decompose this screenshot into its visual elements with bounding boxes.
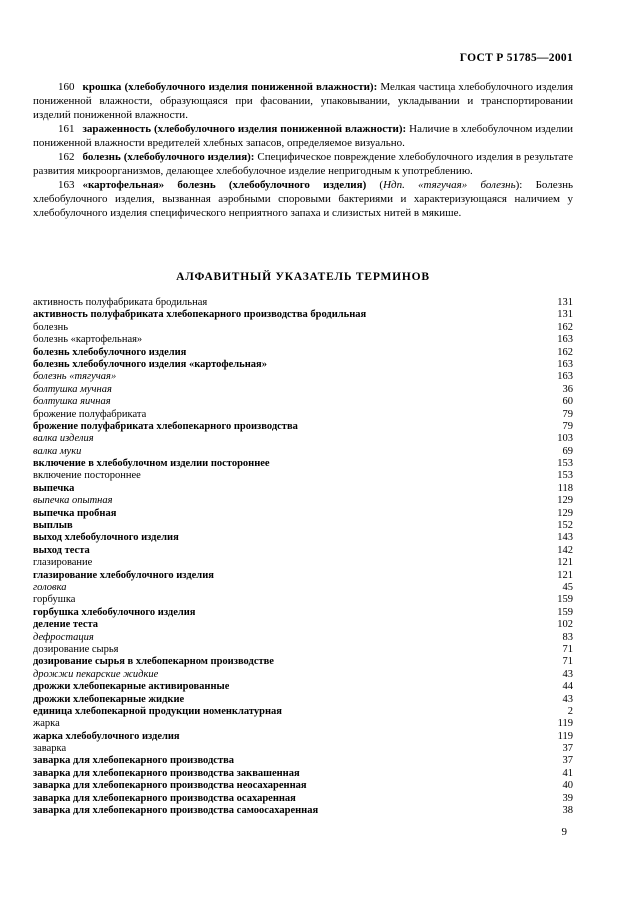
- index-entry-term: дозирование сырья в хлебопекарном производстве: [33, 656, 274, 668]
- index-entry-term: брожение полуфабриката хлебопекарного производства: [33, 420, 298, 432]
- index-entry-page: 118: [557, 482, 573, 494]
- index-entry-term: заварка для хлебопекарного производства: [33, 755, 235, 767]
- index-entry: [33, 656, 573, 668]
- doc-code-header: ГОСТ Р 51785—2001: [459, 52, 573, 64]
- index-entry-page: 43: [562, 693, 573, 705]
- index-entry-page: 121: [557, 569, 573, 581]
- index-entry-term: болезнь «картофельная»: [33, 334, 143, 346]
- index-entry-term: болтушка яичная: [33, 396, 111, 408]
- index-entry-term: деление теста: [33, 619, 99, 631]
- index-entry-page: 43: [562, 668, 573, 680]
- index-entry-page: 153: [557, 458, 573, 470]
- index-entry-term: жарка хлебобулочного изделия: [33, 730, 180, 742]
- index-entry-page: 60: [562, 396, 573, 408]
- index-entry-term: дозирование сырья: [33, 643, 119, 655]
- definition-paragraph: [33, 122, 573, 150]
- definition-term: болезнь (хлебобулочного изделия):: [82, 151, 255, 163]
- definition-number: 160: [58, 81, 75, 93]
- index-entry: [33, 495, 573, 507]
- index-entry-term: головка: [33, 581, 67, 593]
- index-entry-term: дрожжи хлебопекарные активированные: [33, 681, 230, 693]
- index-entry-page: 129: [557, 495, 573, 507]
- index-entry: [33, 644, 573, 656]
- index-entry: [33, 793, 573, 805]
- index-entry-term: болезнь хлебобулочного изделия: [33, 346, 187, 358]
- index-entry-term: глазирование: [33, 557, 93, 569]
- index-entry-term: дефростация: [33, 631, 94, 643]
- definition-term: «картофельная» болезнь (хлебобулочного изделия): [82, 179, 367, 191]
- index-entry: [33, 619, 573, 631]
- definition-paragraph: 163 «картофельная» болезнь (хлебобулочного изделия) (Ндп. «тягучая» болезнь): Болезнь хлебобулочного изделия, вызванная аэробными споровыми бактериями и характеризующаяся наличием у хлебобулочного изделия специфического неприятного запаха и слизистых нитей в мякише.: [33, 179, 573, 219]
- definition-text: Специфическое повреждение хлебобулочного изделия в результате развития микроорганизмов, делающее хлебобулочное изделие непригодным к употреблению.: [33, 151, 573, 177]
- index-entry-page: 131: [557, 297, 573, 308]
- index-entry-term: горбушка хлебобулочного изделия: [33, 606, 196, 618]
- index-entry: [33, 458, 573, 470]
- index-entry-page: 103: [557, 433, 573, 445]
- index-entry-page: 129: [557, 507, 573, 519]
- index-entry: [33, 433, 573, 445]
- index-entry-page: 142: [557, 544, 573, 556]
- definition-text: Болезнь хлебобулочного изделия, вызванная аэробными споровыми бактериями и характеризующаяся наличием у хлебобулочного изделия специфического неприятного запаха и слизистых нитей в мякише.: [33, 179, 573, 219]
- index-entry-term: жарка: [33, 718, 60, 730]
- index-entry-page: 102: [557, 619, 573, 631]
- index-entry-term: заварка для хлебопекарного производства неосахаренная: [33, 780, 307, 792]
- index-entry: [33, 297, 573, 309]
- index-entry-page: 79: [562, 420, 573, 432]
- index-entry-page: 38: [562, 805, 573, 817]
- index-entry: [33, 446, 573, 458]
- index-entry: [33, 755, 573, 767]
- index-entry-term: глазирование хлебобулочного изделия: [33, 569, 214, 581]
- index-entry-page: 162: [557, 321, 573, 333]
- definition-paragraph: [33, 80, 573, 122]
- definition-number: 163: [58, 179, 75, 191]
- index-entry-term: активность полуфабриката бродильная: [33, 297, 208, 308]
- index-entry: [33, 780, 573, 792]
- index-entry-page: 143: [557, 532, 573, 544]
- index-entry-term: заварка: [33, 743, 67, 755]
- index-entry: [33, 483, 573, 495]
- index-entry-page: 79: [562, 408, 573, 420]
- index-entry-term: дрожжи хлебопекарные жидкие: [33, 693, 185, 705]
- index-entry-page: 131: [557, 309, 573, 321]
- index-entry-term: горбушка: [33, 594, 76, 606]
- index-entry: [33, 743, 573, 755]
- index-entry: [33, 805, 573, 817]
- index-entry: [33, 322, 573, 334]
- index-entry: [33, 669, 573, 681]
- index-entry: [33, 681, 573, 693]
- index-entry: [33, 557, 573, 569]
- index-entry-term: болтушка мучная: [33, 383, 112, 395]
- index-entry: [33, 532, 573, 544]
- index-entry-page: 119: [557, 718, 573, 730]
- definition-note: Ндп. «тягучая» болезнь: [383, 179, 516, 191]
- index-entry-page: 121: [557, 557, 573, 569]
- index-entry-term: болезнь: [33, 321, 69, 333]
- index-entry: [33, 409, 573, 421]
- index-entry-term: выпечка опытная: [33, 495, 113, 507]
- index-entry: [33, 582, 573, 594]
- index-entry: [33, 570, 573, 582]
- index-entry: [33, 706, 573, 718]
- definition-paragraph: [33, 150, 573, 178]
- definition-number: 162: [58, 151, 75, 163]
- index-entry-page: 71: [562, 656, 573, 668]
- index-entry-term: включение постороннее: [33, 470, 141, 482]
- index-entry: [33, 421, 573, 433]
- index-entry-term: дрожжи пекарские жидкие: [33, 668, 159, 680]
- index-entry-term: заварка для хлебопекарного производства осахаренная: [33, 792, 296, 804]
- index-entry-page: 69: [562, 445, 573, 457]
- index-entry: [33, 594, 573, 606]
- index-entry-page: 163: [557, 334, 573, 346]
- index-entry-term: выпечка: [33, 482, 75, 494]
- index-entry-term: брожение полуфабриката: [33, 408, 147, 420]
- index-entry-page: 163: [557, 371, 573, 383]
- index-entry-page: 36: [562, 383, 573, 395]
- index-entry: [33, 396, 573, 408]
- index-entry-page: 39: [562, 792, 573, 804]
- definition-number: 161: [58, 123, 75, 135]
- index-entry: [33, 545, 573, 557]
- index-entry-term: заварка для хлебопекарного производства заквашенная: [33, 767, 300, 779]
- index-entry: [33, 384, 573, 396]
- index-entry-term: включение в хлебобулочном изделии постороннее: [33, 458, 270, 470]
- index-entry-page: 163: [557, 358, 573, 370]
- index-entry-page: 153: [557, 470, 573, 482]
- index-entry-term: единица хлебопекарной продукции номенклатурная: [33, 705, 282, 717]
- definition-term: зараженность (хлебобулочного изделия пониженной влажности):: [82, 123, 407, 135]
- index-list: [33, 297, 573, 817]
- index-entry: [33, 359, 573, 371]
- index-entry: [33, 520, 573, 532]
- index-entry: [33, 731, 573, 743]
- index-entry: [33, 347, 573, 359]
- index-entry: [33, 632, 573, 644]
- definition-text: Наличие в хлебобулочном изделии пониженной влажности вредителей хлебных запасов, определяемое визуально.: [33, 123, 574, 149]
- index-entry-term: заварка для хлебопекарного производства самоосахаренная: [33, 805, 319, 817]
- index-entry: [33, 607, 573, 619]
- index-entry-page: 119: [557, 730, 573, 742]
- definition-text: Мелкая частица хлебобулочного изделия пониженной влажности, образующаяся при фасовании, упаковывании, укладывании и транспортировании изделий пониженной влажности.: [33, 81, 573, 121]
- index-entry-term: активность полуфабриката хлебопекарного производства бродильная: [33, 309, 367, 321]
- index-entry-page: 159: [557, 606, 573, 618]
- index-entry-term: болезнь хлебобулочного изделия «картофельная»: [33, 358, 267, 370]
- index-entry-term: выплыв: [33, 520, 73, 532]
- index-entry: [33, 334, 573, 346]
- index-entry: [33, 309, 573, 321]
- index-entry-term: валка изделия: [33, 433, 94, 445]
- index-entry-page: 162: [557, 346, 573, 358]
- index-entry-page: 37: [562, 755, 573, 767]
- index-entry: [33, 718, 573, 730]
- definitions-section: [33, 80, 573, 220]
- index-entry: [33, 371, 573, 383]
- index-entry-page: 152: [557, 520, 573, 532]
- index-entry-page: 159: [557, 594, 573, 606]
- index-title: АЛФАВИТНЫЙ УКАЗАТЕЛЬ ТЕРМИНОВ: [176, 271, 430, 283]
- index-entry: [33, 470, 573, 482]
- index-entry-page: 71: [562, 643, 573, 655]
- definition-term: крошка (хлебобулочного изделия пониженной влажности):: [82, 81, 378, 93]
- index-entry-page: 41: [562, 767, 573, 779]
- index-entry: [33, 768, 573, 780]
- index-entry-term: валка муки: [33, 445, 82, 457]
- index-entry-page: 37: [562, 743, 573, 755]
- index-entry: [33, 694, 573, 706]
- index-entry-term: болезнь «тягучая»: [33, 371, 117, 383]
- index-entry-page: 40: [562, 780, 573, 792]
- page-number: 9: [561, 826, 567, 839]
- index-entry-term: выход хлебобулочного изделия: [33, 532, 179, 544]
- index-entry-page: 45: [562, 581, 573, 593]
- index-entry-term: выпечка пробная: [33, 507, 117, 519]
- index-entry: [33, 508, 573, 520]
- index-entry-page: 83: [562, 631, 573, 643]
- index-entry-term: выход теста: [33, 544, 90, 556]
- index-entry-page: 2: [567, 705, 573, 717]
- index-entry-page: 44: [562, 681, 573, 693]
